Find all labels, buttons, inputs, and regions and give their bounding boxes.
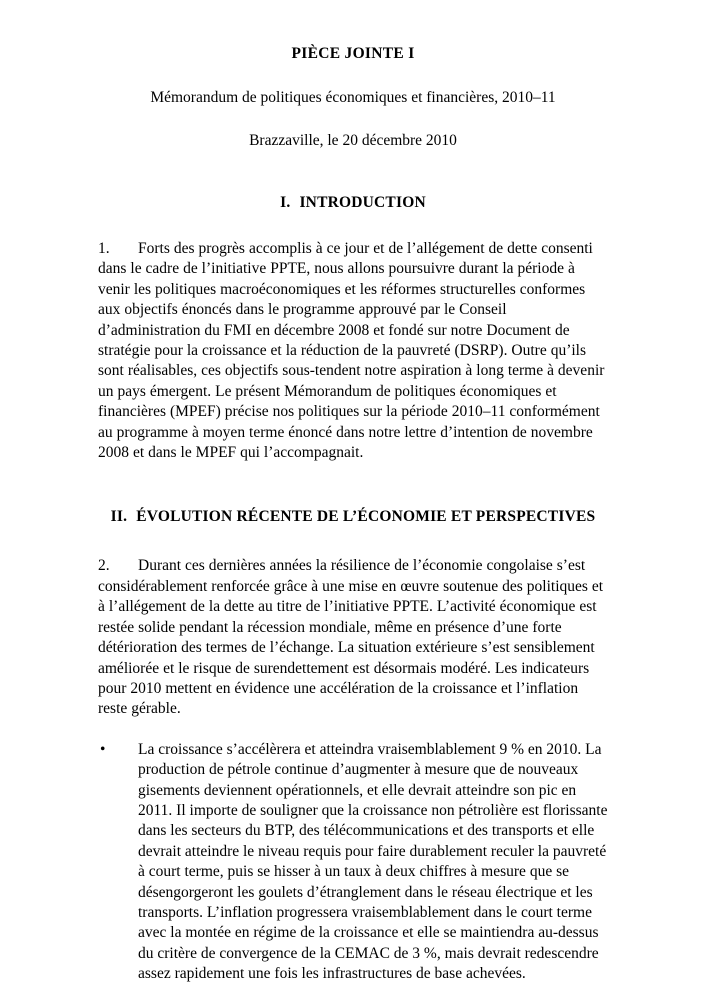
paragraph-number: 2. — [98, 557, 110, 575]
paragraph-text: Durant ces dernières années la résilience de l’économie congolaise s’est considérablement renforcée grâce à une mise en œuvre soutenue des politiques et à l’allégement de la dette au titre de l’initiative PPTE. L’activité économique est restée solide pendant la récession mondiale, même en présence d’une forte détérioration des termes de l’échange. La situation extérieure s’est sensiblement améliorée et le risque de surendettement est désormais modéré. Les indicateurs pour 2010 mettent en évidence une accélération de la croissance et l’inflation reste gérable. — [98, 557, 604, 718]
section-heading-evolution-recente — [98, 507, 608, 527]
section-label: ÉVOLUTION RÉCENTE DE L’ÉCONOMIE ET PERSPECTIVES — [136, 508, 596, 526]
paragraph-1-wrapper — [98, 213, 608, 463]
section-1-heading-wrapper — [98, 151, 608, 213]
paragraph-1 — [98, 239, 608, 463]
list-item-text: La croissance s’accélèrera et atteindra vraisemblablement 9 % en 2010. La production de pétrole continue d’augmenter à mesure que de nouveaux gisements deviennent opérationnels, et elle devrait atteindre son pic en 2011. Il importe de souligner que la croissance non pétrolière est florissante dans les secteurs du BTP, des télécommunications et des transports et elle devrait atteindre le niveau requis pour faire durablement reculer la pauvreté à court terme, puis se hisser à un taux à deux chiffres à mesure que se désengorgeront les goulets d’étranglement dans le réseau électrique et les transports. L’inflation progressera vraisemblablement dans le court terme avec la montée en régime de la croissance et elle se maintiendra au-dessus du critère de convergence de la CEMAC de 3 %, mais devrait redescendre assez rapidement une fois les infrastructures de base achevées. — [138, 740, 608, 983]
paragraph-text: Forts des progrès accomplis à ce jour et de l’allégement de dette consenti dans le cadre de l’initiative PPTE, nous allons poursuivre durant la période à venir les politiques macroéconomiques et les réformes structurelles conformes aux objectifs énoncés dans le programme approuvé par le Conseil d’administration du FMI en décembre 2008 et fondé sur notre Document de stratégie pour la croissance et la réduction de la pauvreté (DSRP). Outre qu’ils sont réalisables, ces objectifs sous-tendent notre aspiration à long terme à devenir un pays émergent. Le présent Mémorandum de politiques économiques et financières (MPEF) précise nos politiques sur la période 2010–11 conformément au programme à moyen terme énoncé dans notre lettre d’intention de novembre 2008 et dans le MPEF qui l’accompagnait. — [98, 240, 605, 462]
section-2-heading-wrapper — [98, 463, 608, 527]
document-subtitle: Mémorandum de politiques économiques et financières, 2010–11 — [150, 89, 556, 106]
paragraph-2-wrapper — [98, 527, 608, 719]
section-number: I. — [280, 194, 291, 211]
document-place-date: Brazzaville, le 20 décembre 2010 — [249, 132, 457, 149]
section-number: II. — [110, 508, 128, 526]
section-heading-introduction — [98, 193, 608, 213]
list-item — [98, 740, 608, 985]
paragraph-number: 1. — [98, 240, 110, 257]
bullet-list — [98, 720, 608, 985]
paragraph-2 — [98, 556, 608, 719]
bullet-point-icon: • — [100, 740, 106, 758]
document-title: PIÈCE JOINTE I — [291, 45, 415, 62]
section-label: INTRODUCTION — [299, 194, 426, 211]
